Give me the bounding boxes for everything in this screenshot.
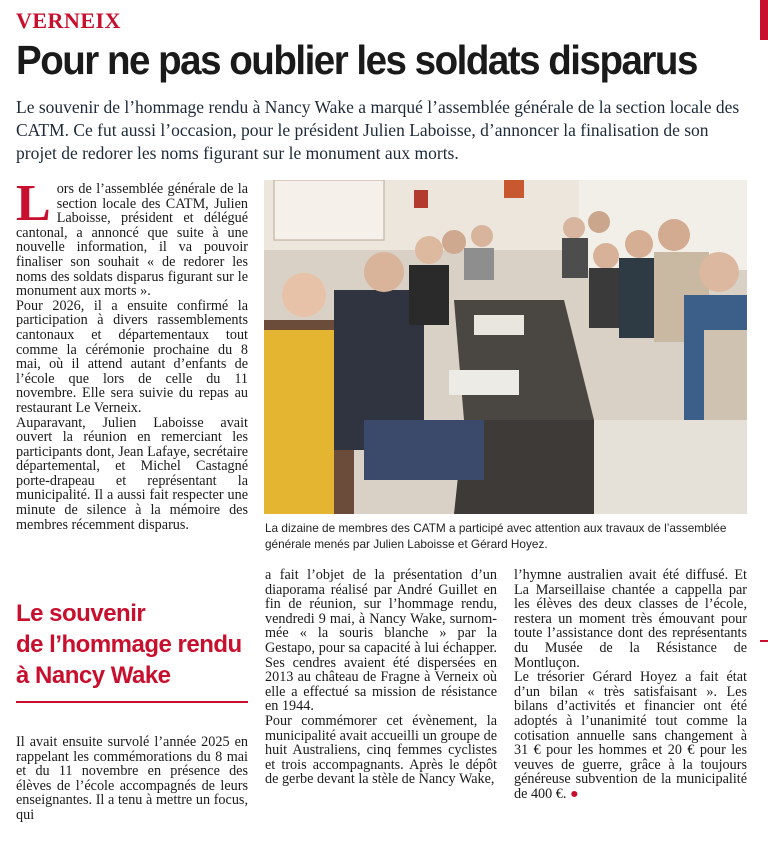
drop-cap: L (16, 175, 51, 232)
subhead-block (16, 598, 248, 703)
paragraph: l’hymne australien avait été diffusé. Et La Marseillaise chantée a cappella par les élèves des deux classes de l’école, restera un moment très émouvant pour toute l’assistance dont des représentants du Musée de la Résistance de Montluçon. (514, 567, 747, 671)
paragraph: Auparavant, Julien Laboisse avait ouvert la réunion en remerciant les participants dont, Jean Lafaye, secrétaire départemental, et Michel Castagné porte-drapeau et représentant la municipalité. Il a aussi fait respecter une minute de silence à la mémoire des membres récemment disparus. (16, 414, 248, 533)
subhead-line: de l’hommage rendu (16, 631, 242, 658)
photo-caption: La dizaine de membres des CATM a participé avec attention aux travaux de l’assemblée générale menés par Julien Laboisse et Gérard Hoyez. (265, 521, 727, 551)
article-column-3 (514, 568, 747, 802)
article-standfirst: Le souvenir de l’hommage rendu à Nancy Wake a marqué l’assemblée générale de la section locale des CATM. Ce fut aussi l’occasion, pour le président Julien Laboisse, d’annoncer la finalisation de son projet de redorer les noms figurant sur le monument aux morts. (16, 97, 740, 163)
paragraph-text: ors de l’assemblée générale de la section locale des CATM, Julien Laboisse, président et délégué cantonal, a annoncé que suite à une nouvelle information, il va pouvoir finaliser son souhait « de redorer les noms des soldats disparus figurant sur le monument aux morts ». (16, 181, 248, 300)
article-column-2 (265, 568, 497, 787)
subhead-line: à Nancy Wake (16, 662, 171, 689)
article-column-1 (16, 175, 248, 533)
article-column-1-continued (16, 735, 248, 823)
paragraph: Il avait ensuite survolé l’année 2025 en rappelant les commémorations du 8 mai et du 11 novembre en présence des élèves de l’école accompagnés de leurs enseignantes. Il a tenu à mettre un focus, qui (16, 734, 248, 823)
paragraph: Pour 2026, il a ensuite confirmé la participation à divers rassemblements cantonaux et départementaux tout comme la cérémonie prochaine du 8 mai, où il attend autant d’enfants de l’école que lors de celle du 11 novembre. Elle sera suivie du repas au restaurant Le Verneix. (16, 297, 248, 416)
section-rubric: VERNEIX (16, 8, 121, 33)
subhead-line: Le souvenir (16, 600, 146, 627)
subhead-rule (16, 701, 248, 703)
photo-illustration (264, 180, 747, 514)
paragraph (16, 175, 248, 300)
paragraph: Pour commémorer cet évènement, la municipalité avait accueilli un groupe de huit Australiens, cinq femmes cyclistes et trois accompagnants. Après le dépôt de gerbe devant la stèle de Nancy Wake, (265, 712, 497, 788)
article-photo (264, 180, 747, 514)
article-headline: Pour ne pas oublier les soldats disparus (16, 37, 697, 83)
end-mark: ● (569, 785, 579, 802)
paragraph-text: Le trésorier Gérard Hoyez a fait état d’un bilan « très satisfaisant ». Les bilans d’activités et financier ont été adoptés à l’unanimité tout comme la cotisation annuelle sans changement à 31 € pour les hommes et 20 € pour les veuves de guerre, grâce à la toujours généreuse subvention de la municipalité de 400 €. (514, 669, 747, 802)
adjacent-article-edge (760, 0, 768, 847)
paragraph: a fait l’objet de la présentation d’un diaporama réalisé par André Guillet en fin de réunion, sur l’hommage rendu, vendredi 9 mai, à Nancy Wake, surnom-mée « la souris blanche » par la Gestapo, pour sa capacité à lui échapper. Ses cendres avaient été dispersées en 2013 au château de Fragne à Verneix où elle a effectué sa mission de résistance en 1944. (265, 567, 497, 715)
paragraph (514, 670, 747, 801)
